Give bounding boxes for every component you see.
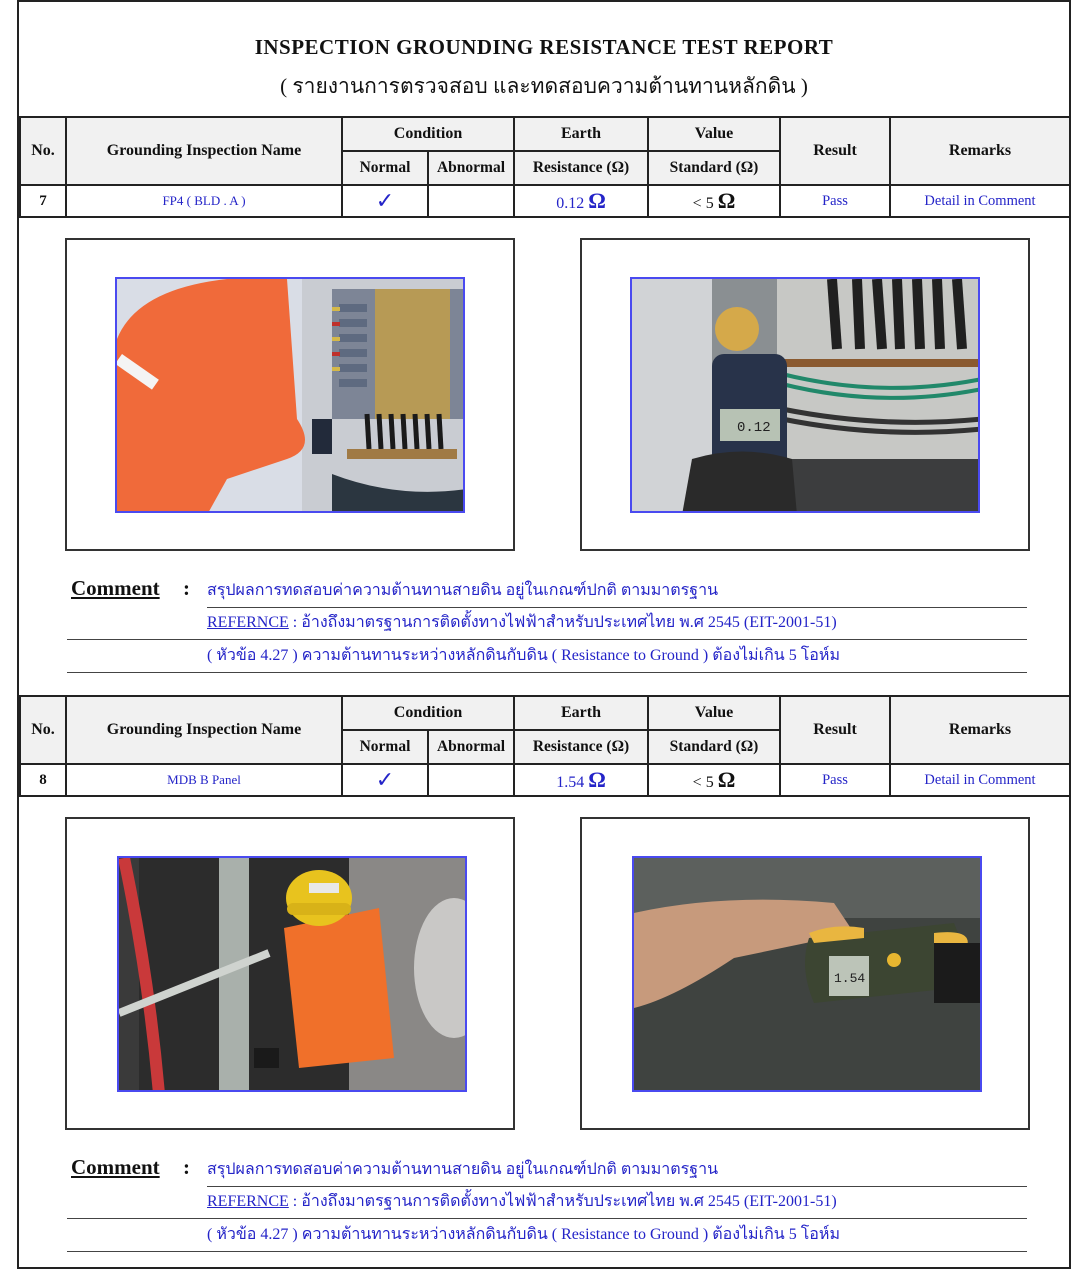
- comment-colon: :: [183, 576, 190, 600]
- comment-line-1: สรุปผลการทดสอบค่าความต้านทานสายดิน อยู่ในเกณฑ์ปกติ ตามมาตรฐาน: [207, 1155, 1027, 1187]
- header-standard: Standard (Ω): [648, 730, 780, 764]
- header-remarks: Remarks: [890, 696, 1070, 764]
- header-name: Grounding Inspection Name: [66, 117, 342, 185]
- comment-section-8: [67, 1147, 1027, 1257]
- table-row: [20, 764, 1070, 796]
- comment-label: Comment: [71, 576, 160, 600]
- ohm-icon: Ω: [717, 188, 736, 213]
- result-value: Pass: [780, 764, 890, 796]
- inspection-table-7: [19, 116, 1071, 218]
- comment-line-3: ( หัวข้อ 4.27 ) ความต้านทานระหว่างหลักดินกับดิน ( Resistance to Ground ) ต้องไม่เกิน 5 โอห์ม: [67, 1220, 1027, 1252]
- resistance-value-cell: [514, 764, 648, 796]
- comment-line-1: สรุปผลการทดสอบค่าความต้านทานสายดิน อยู่ในเกณฑ์ปกติ ตามมาตรฐาน: [207, 576, 1027, 608]
- header-abnormal: Abnormal: [428, 151, 514, 185]
- header-earth: Earth: [514, 117, 648, 151]
- header-condition: Condition: [342, 117, 514, 151]
- entry-name: FP4 ( BLD . A ): [66, 185, 342, 217]
- header-normal: Normal: [342, 730, 428, 764]
- abnormal-cell: [428, 185, 514, 217]
- header-normal: Normal: [342, 151, 428, 185]
- photo-meter-reading-mdb: [632, 856, 982, 1092]
- resistance-value-cell: [514, 185, 648, 217]
- header-name: Grounding Inspection Name: [66, 696, 342, 764]
- report-title: INSPECTION GROUNDING RESISTANCE TEST REPORT: [254, 35, 834, 59]
- header-standard: Standard (Ω): [648, 151, 780, 185]
- photo-frame-left-7: [65, 238, 515, 551]
- remarks-value: Detail in Comment: [890, 764, 1070, 796]
- comment-label: Comment: [71, 1155, 160, 1179]
- photo-frame-right-7: [580, 238, 1030, 551]
- report-header: [19, 2, 1069, 116]
- entry-no: 7: [20, 185, 66, 217]
- resistance-value: 0.12: [556, 195, 585, 212]
- photo-image: [117, 279, 465, 513]
- ohm-icon: Ω: [588, 188, 606, 213]
- photo-frame-right-8: [580, 817, 1030, 1130]
- header-no: No.: [20, 696, 66, 764]
- header-remarks: Remarks: [890, 117, 1070, 185]
- header-condition: Condition: [342, 696, 514, 730]
- svg-text:0.12: 0.12: [737, 420, 771, 436]
- comment-line-2: [67, 608, 1027, 640]
- normal-checkmark-icon: ✓: [342, 764, 428, 796]
- report-page: [17, 0, 1071, 1269]
- reference-text: : อ้างถึงมาตรฐานการติดตั้งทางไฟฟ้าสำหรับประเทศไทย พ.ศ 2545 (EIT-2001-51): [288, 1193, 837, 1210]
- header-result: Result: [780, 696, 890, 764]
- entry-name: MDB B Panel: [66, 764, 342, 796]
- ohm-icon: Ω: [588, 767, 606, 792]
- photo-image: [634, 858, 982, 1092]
- reference-label: REFERNCE: [207, 614, 289, 631]
- comment-colon: :: [183, 1155, 190, 1179]
- photo-technician-mdb: [117, 856, 467, 1092]
- reference-text: : อ้างถึงมาตรฐานการติดตั้งทางไฟฟ้าสำหรับประเทศไทย พ.ศ 2545 (EIT-2001-51): [288, 614, 837, 631]
- header-value: Value: [648, 117, 780, 151]
- abnormal-cell: [428, 764, 514, 796]
- header-no: No.: [20, 117, 66, 185]
- photo-frame-left-8: [65, 817, 515, 1130]
- header-abnormal: Abnormal: [428, 730, 514, 764]
- normal-checkmark-icon: ✓: [342, 185, 428, 217]
- header-resistance: Resistance (Ω): [514, 730, 648, 764]
- inspection-table-8: [19, 695, 1071, 797]
- header-result: Result: [780, 117, 890, 185]
- svg-text:1.54: 1.54: [834, 971, 866, 986]
- result-value: Pass: [780, 185, 890, 217]
- comment-line-3: ( หัวข้อ 4.27 ) ความต้านทานระหว่างหลักดินกับดิน ( Resistance to Ground ) ต้องไม่เกิน 5 โอห์ม: [67, 641, 1027, 673]
- report-subtitle-thai: ( รายงานการตรวจสอบ และทดสอบความต้านทานหลักดิน ): [280, 74, 808, 98]
- standard-value: < 5: [692, 195, 714, 212]
- photo-meter-reading: [630, 277, 980, 513]
- comment-section-7: [67, 568, 1027, 678]
- header-earth: Earth: [514, 696, 648, 730]
- header-resistance: Resistance (Ω): [514, 151, 648, 185]
- comment-line-2: [67, 1187, 1027, 1219]
- standard-value-cell: [648, 764, 780, 796]
- entry-no: 8: [20, 764, 66, 796]
- photo-technician-panel: [115, 277, 465, 513]
- standard-value: < 5: [692, 774, 714, 791]
- reference-label: REFERNCE: [207, 1193, 289, 1210]
- remarks-value: Detail in Comment: [890, 185, 1070, 217]
- photo-image: [632, 279, 980, 513]
- photo-image: [119, 858, 467, 1092]
- standard-value-cell: [648, 185, 780, 217]
- ohm-icon: Ω: [717, 767, 736, 792]
- header-value: Value: [648, 696, 780, 730]
- resistance-value: 1.54: [556, 774, 585, 791]
- table-row: [20, 185, 1070, 217]
